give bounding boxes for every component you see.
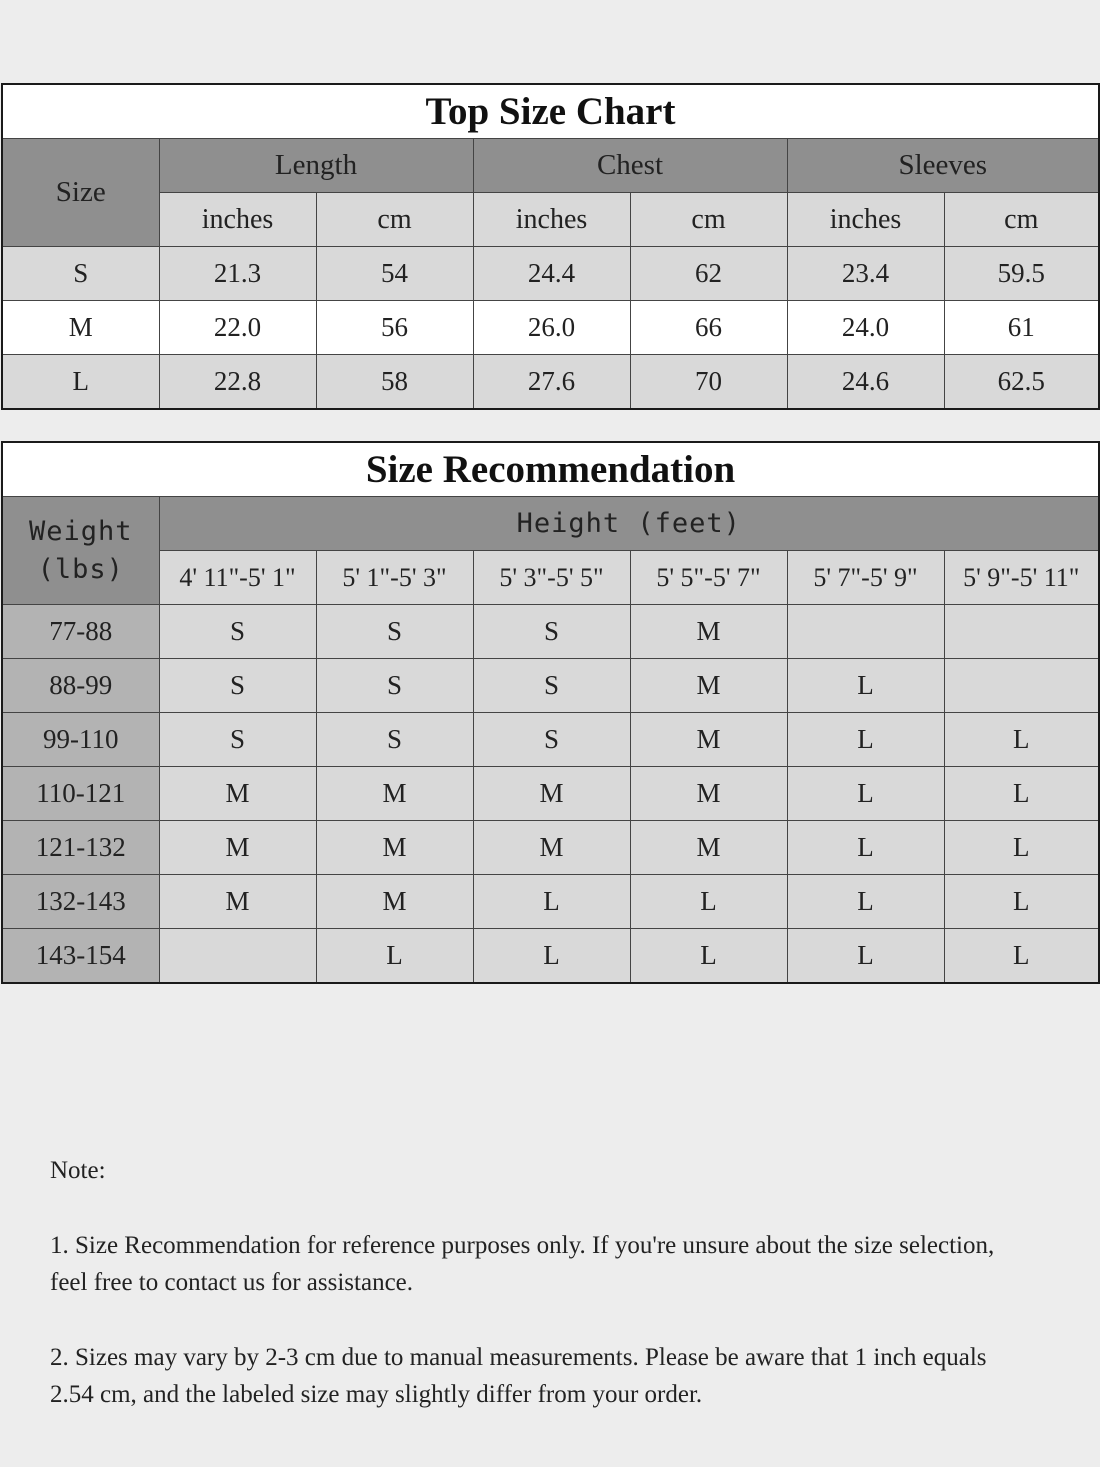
table-cell: 24.6 — [787, 355, 944, 410]
notes-section — [50, 1152, 1030, 1451]
size-cell: M — [316, 767, 473, 821]
size-cell: M — [630, 659, 787, 713]
table-cell: 56 — [316, 301, 473, 355]
size-cell: L — [787, 821, 944, 875]
weight-label: Weight — [28, 515, 133, 547]
table-cell: 66 — [630, 301, 787, 355]
height-range: 5' 5"-5' 7" — [630, 551, 787, 605]
table-row — [2, 355, 1099, 410]
table-cell: 21.3 — [159, 247, 316, 301]
height-header: Height (feet) — [159, 497, 1099, 551]
note-item: 1. Size Recommendation for reference purposes only. If you're unsure about the size selection, feel free to contact us for assistance. — [50, 1232, 995, 1296]
table-cell: 62.5 — [944, 355, 1099, 410]
weight-cell: 88-99 — [2, 659, 159, 713]
unit-header: inches — [473, 193, 630, 247]
notes-heading: Note: — [50, 1157, 106, 1184]
size-cell: M — [159, 767, 316, 821]
unit-header: inches — [787, 193, 944, 247]
size-cell: M — [630, 713, 787, 767]
top-size-chart-table — [1, 83, 1100, 410]
note-item: 2. Sizes may vary by 2-3 cm due to manual measurements. Please be aware that 1 inch equals 2.54 cm, and the labeled size may slightly differ from your order. — [50, 1344, 987, 1408]
table-row — [2, 301, 1099, 355]
table-cell: 61 — [944, 301, 1099, 355]
table-row — [2, 821, 1099, 875]
table-cell: 22.8 — [159, 355, 316, 410]
table-cell: 58 — [316, 355, 473, 410]
size-cell: M — [159, 821, 316, 875]
table-cell: 27.6 — [473, 355, 630, 410]
height-range: 5' 7"-5' 9" — [787, 551, 944, 605]
table-row — [2, 247, 1099, 301]
size-cell: M — [630, 605, 787, 659]
unit-header: inches — [159, 193, 316, 247]
size-cell: M — [316, 821, 473, 875]
size-recommendation-table — [1, 441, 1100, 984]
weight-cell: 110-121 — [2, 767, 159, 821]
size-cell: M — [630, 821, 787, 875]
size-cell: L — [944, 875, 1099, 929]
size-cell: S — [159, 659, 316, 713]
size-cell: L — [473, 875, 630, 929]
table-row — [2, 875, 1099, 929]
size-cell: S — [473, 713, 630, 767]
size-cell: L — [787, 767, 944, 821]
size-header: Size — [2, 139, 159, 247]
size-cell: L — [787, 713, 944, 767]
table-cell: 26.0 — [473, 301, 630, 355]
chart-title: Top Size Chart — [2, 84, 1099, 139]
size-cell — [787, 605, 944, 659]
unit-header: cm — [944, 193, 1099, 247]
table-row — [2, 713, 1099, 767]
sleeves-header: Sleeves — [787, 139, 1099, 193]
table-row — [2, 929, 1099, 984]
weight-cell: 143-154 — [2, 929, 159, 984]
height-range: 5' 1"-5' 3" — [316, 551, 473, 605]
size-cell: S — [316, 605, 473, 659]
table-cell: 24.4 — [473, 247, 630, 301]
length-header: Length — [159, 139, 473, 193]
size-cell: M — [159, 875, 316, 929]
weight-cell: 77-88 — [2, 605, 159, 659]
table-cell: 59.5 — [944, 247, 1099, 301]
size-cell: L — [787, 875, 944, 929]
size-cell: L — [787, 659, 944, 713]
size-cell — [159, 929, 316, 984]
size-cell: M — [473, 767, 630, 821]
table-cell: 24.0 — [787, 301, 944, 355]
size-cell — [944, 605, 1099, 659]
weight-cell: 132-143 — [2, 875, 159, 929]
height-range: 4' 11"-5' 1" — [159, 551, 316, 605]
size-cell: L — [473, 929, 630, 984]
chart-title: Size Recommendation — [2, 442, 1099, 497]
size-cell: L — [787, 929, 944, 984]
size-cell: S — [316, 713, 473, 767]
size-cell: S — [159, 713, 316, 767]
weight-cell: 121-132 — [2, 821, 159, 875]
size-cell: S — [473, 605, 630, 659]
table-cell: 62 — [630, 247, 787, 301]
table-cell: 54 — [316, 247, 473, 301]
size-cell: L — [944, 713, 1099, 767]
weight-header — [2, 497, 159, 605]
weight-unit: (lbs) — [37, 553, 124, 585]
size-cell: M — [473, 821, 630, 875]
size-cell: S — [316, 659, 473, 713]
table-row — [2, 767, 1099, 821]
table-row — [2, 605, 1099, 659]
height-range: 5' 3"-5' 5" — [473, 551, 630, 605]
size-cell — [944, 659, 1099, 713]
size-cell: L — [944, 767, 1099, 821]
size-cell: L — [2, 355, 159, 410]
size-cell: L — [944, 821, 1099, 875]
weight-cell: 99-110 — [2, 713, 159, 767]
size-cell: S — [159, 605, 316, 659]
height-range: 5' 9"-5' 11" — [944, 551, 1099, 605]
size-cell: M — [316, 875, 473, 929]
size-cell: L — [316, 929, 473, 984]
size-cell: S — [473, 659, 630, 713]
unit-header: cm — [316, 193, 473, 247]
size-cell: S — [2, 247, 159, 301]
unit-header: cm — [630, 193, 787, 247]
size-cell: L — [944, 929, 1099, 984]
size-cell: L — [630, 929, 787, 984]
table-cell: 23.4 — [787, 247, 944, 301]
size-cell: M — [2, 301, 159, 355]
size-cell: M — [630, 767, 787, 821]
table-row — [2, 659, 1099, 713]
table-cell: 22.0 — [159, 301, 316, 355]
table-cell: 70 — [630, 355, 787, 410]
chest-header: Chest — [473, 139, 787, 193]
size-cell: L — [630, 875, 787, 929]
